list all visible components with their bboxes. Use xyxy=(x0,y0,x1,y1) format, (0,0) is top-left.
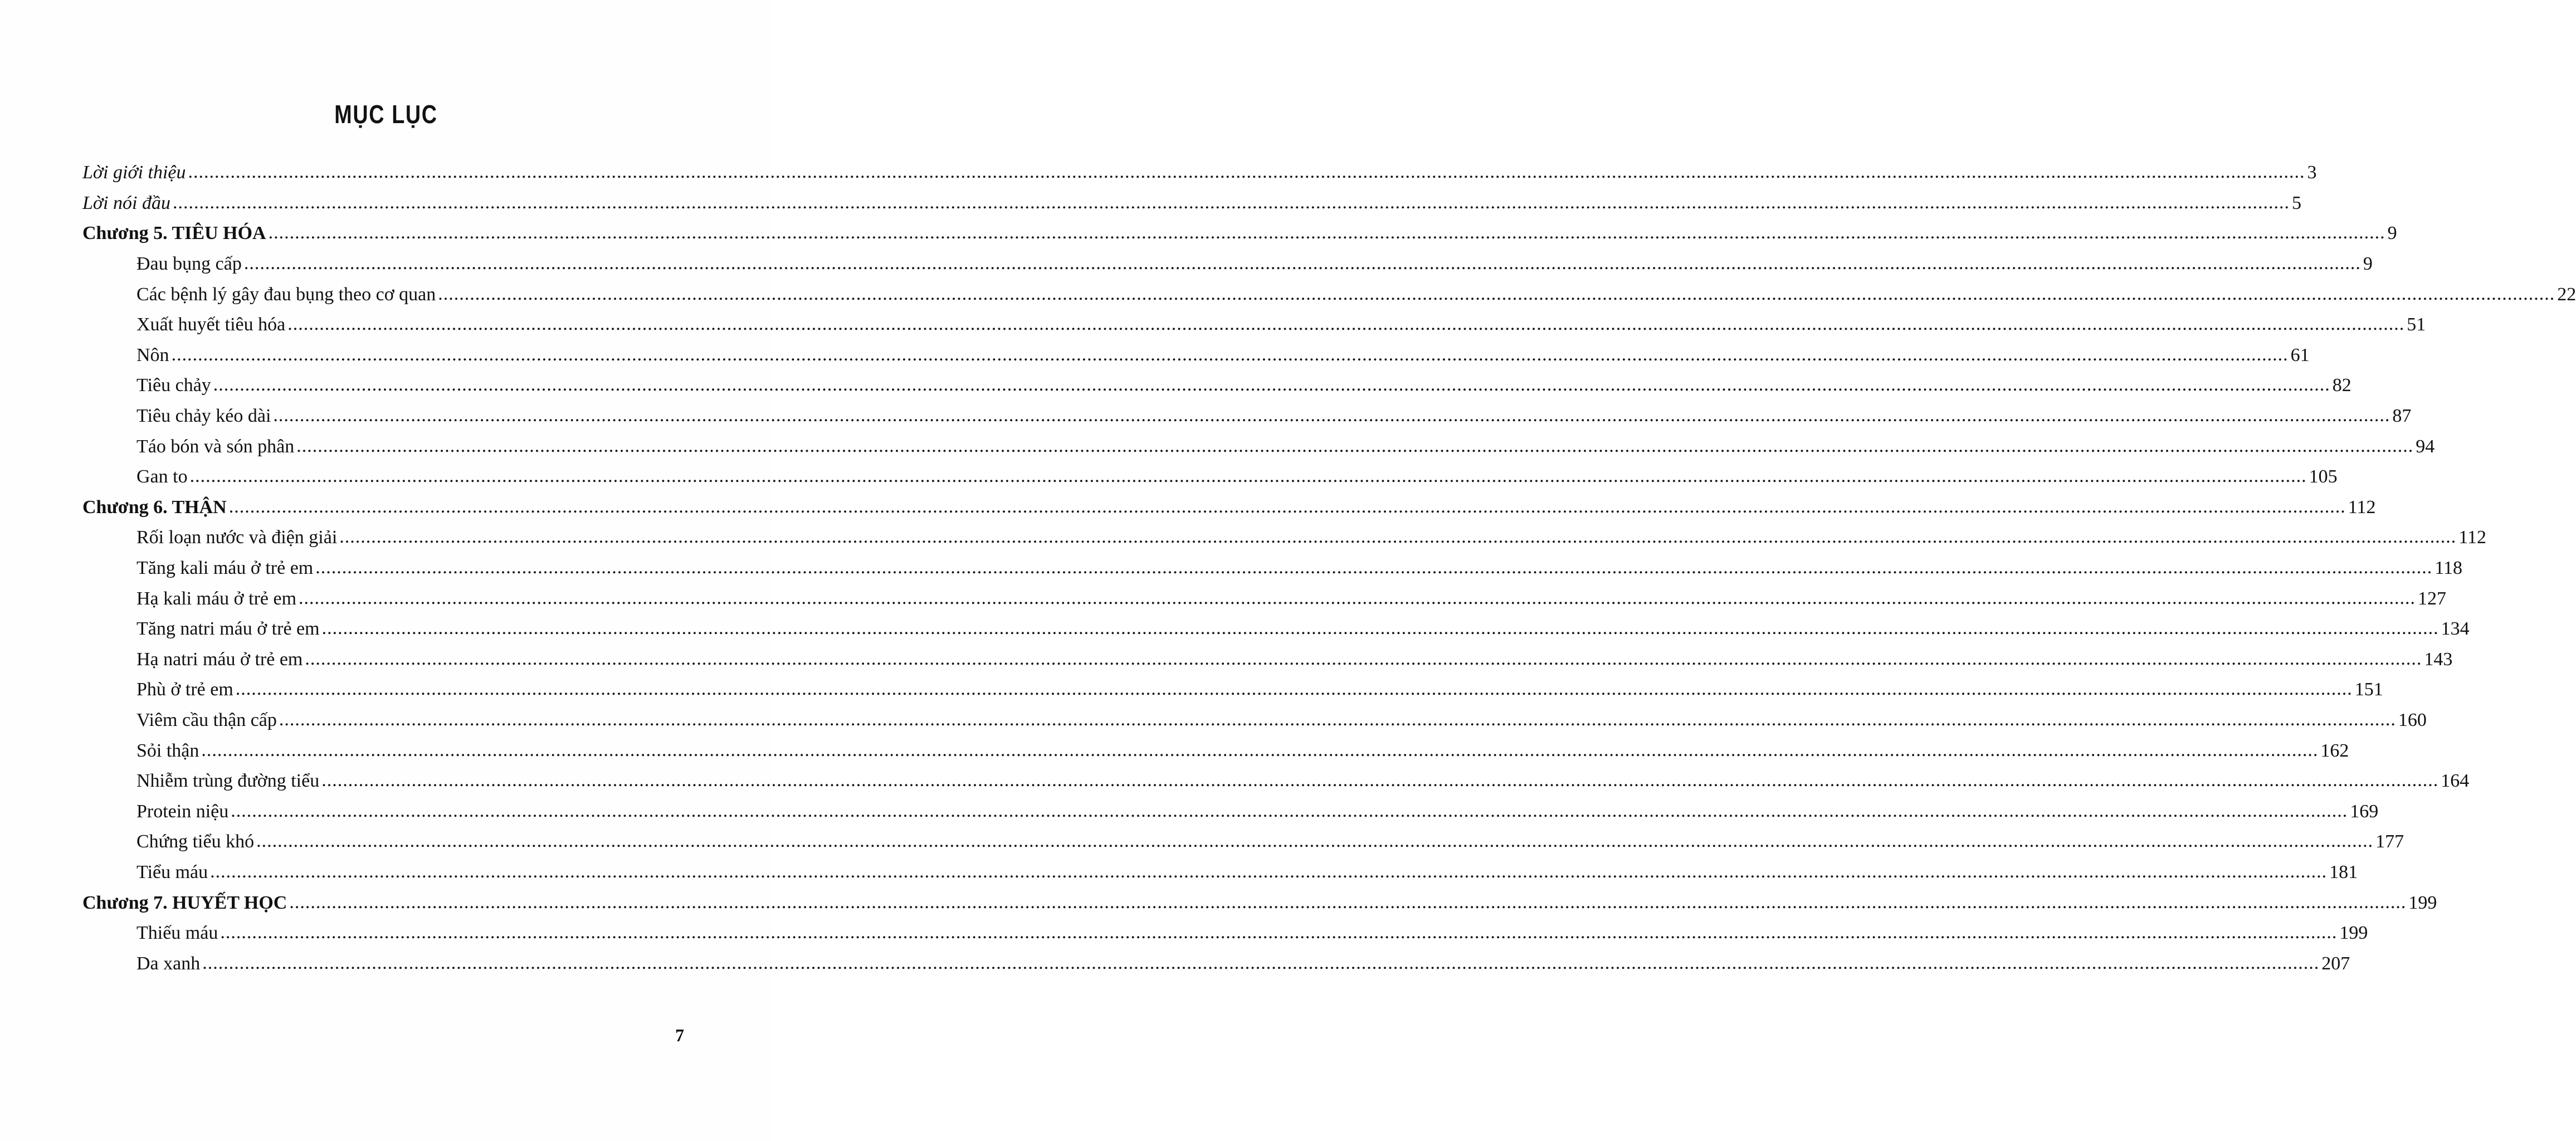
dot-leader: ................................................................................................................................................................................................................................................................................................................................................................................................................ xyxy=(279,709,2396,730)
dot-leader: ................................................................................................................................................................................................................................................................................................................................................................................................................ xyxy=(299,587,2416,608)
toc-entry-title: Protein niệu xyxy=(136,801,229,822)
toc-entry-page: 118 xyxy=(2434,558,2463,579)
dot-leader: ................................................................................................................................................................................................................................................................................................................................................................................................................ xyxy=(289,891,2407,913)
dot-leader: ................................................................................................................................................................................................................................................................................................................................................................................................................ xyxy=(235,679,2353,700)
toc-entry-title: Hạ natri máu ở trẻ em xyxy=(136,648,303,670)
toc-entry-page: 82 xyxy=(2332,375,2351,396)
toc-entry-page: 9 xyxy=(2363,253,2373,275)
toc-entry-page: 177 xyxy=(2375,831,2404,852)
toc-entry-title: Chương 7. HUYẾT HỌC xyxy=(82,892,287,913)
toc-entry-title: Chương 5. TIÊU HÓA xyxy=(82,223,266,244)
dot-leader: ................................................................................................................................................................................................................................................................................................................................................................................................................ xyxy=(202,952,2320,973)
dot-leader: ................................................................................................................................................................................................................................................................................................................................................................................................................ xyxy=(189,466,2307,487)
dot-leader: ................................................................................................................................................................................................................................................................................................................................................................................................................ xyxy=(210,861,2328,882)
toc-entry-title: Hạ kali máu ở trẻ em xyxy=(136,588,297,609)
dot-leader: ................................................................................................................................................................................................................................................................................................................................................................................................................ xyxy=(321,618,2439,639)
toc-entry-title: Viêm cầu thận cấp xyxy=(136,709,277,730)
toc-section-entry xyxy=(0,645,2453,675)
toc-entry-page: 199 xyxy=(2408,892,2437,913)
toc-section-entry xyxy=(0,857,2358,888)
toc-section-entry xyxy=(0,553,2463,584)
toc-entry-title: Gan to xyxy=(136,466,188,487)
toc-section-entry xyxy=(0,431,2435,462)
toc-entry-title: Các bệnh lý gây đau bụng theo cơ quan xyxy=(136,284,436,305)
toc-section-entry xyxy=(0,735,2349,766)
toc-entry-title: Nhiễm trùng đường tiểu xyxy=(136,771,320,792)
toc-entry-page: 160 xyxy=(2398,709,2427,730)
toc-entry-title: Tiêu chảy kéo dài xyxy=(136,406,271,427)
toc-entry-title: Phù ở trẻ em xyxy=(136,679,233,700)
dot-leader: ................................................................................................................................................................................................................................................................................................................................................................................................................ xyxy=(256,831,2374,852)
toc-entry-title: Chứng tiểu khó xyxy=(136,831,255,852)
dot-leader: ................................................................................................................................................................................................................................................................................................................................................................................................................ xyxy=(171,344,2289,365)
toc-section-entry xyxy=(0,340,2310,371)
toc-entry-page: 87 xyxy=(2392,406,2412,427)
toc-entry-page: 162 xyxy=(2320,740,2349,761)
dot-leader: ................................................................................................................................................................................................................................................................................................................................................................................................................ xyxy=(220,922,2338,943)
toc-section-entry xyxy=(0,279,2576,310)
toc-entry-page: 199 xyxy=(2339,923,2368,944)
toc-section-entry xyxy=(0,796,2379,827)
toc-entry-page: 127 xyxy=(2418,588,2447,609)
toc-entry-title: Lời giới thiệu xyxy=(82,162,186,183)
toc-section-entry xyxy=(0,523,2487,553)
toc-entry-page: 143 xyxy=(2424,648,2453,670)
toc-entry-title: Tăng natri máu ở trẻ em xyxy=(136,618,320,640)
toc-entry-page: 181 xyxy=(2329,861,2358,882)
toc-entry-title: Xuất huyết tiêu hóa xyxy=(136,314,286,335)
toc-entry-title: Nôn xyxy=(136,344,169,365)
toc-entry-title: Tiểu máu xyxy=(136,861,208,882)
toc-section-entry xyxy=(0,249,2373,280)
toc-entry-page: 22 xyxy=(2557,284,2576,305)
dot-leader: ................................................................................................................................................................................................................................................................................................................................................................................................................ xyxy=(228,496,2346,517)
toc-section-entry xyxy=(0,675,2383,705)
toc-section-entry xyxy=(0,614,2470,645)
toc-entry-title: Lời nói đầu xyxy=(82,192,170,213)
toc-section-entry xyxy=(0,401,2412,432)
toc-entry-title: Táo bón và són phân xyxy=(136,436,295,457)
toc-entry-page: 3 xyxy=(2307,162,2317,183)
dot-leader: ................................................................................................................................................................................................................................................................................................................................................................................................................ xyxy=(188,162,2305,183)
dot-leader: ................................................................................................................................................................................................................................................................................................................................................................................................................ xyxy=(243,253,2361,274)
toc-front-entry xyxy=(0,188,2301,219)
toc-chapter-entry xyxy=(0,218,2397,249)
toc-entry-page: 151 xyxy=(2354,679,2383,700)
page-title: MỤC LỤC xyxy=(334,100,438,129)
toc-front-entry xyxy=(0,158,2317,188)
dot-leader: ................................................................................................................................................................................................................................................................................................................................................................................................................ xyxy=(201,739,2319,760)
toc-section-entry xyxy=(0,583,2447,614)
toc-section-entry xyxy=(0,827,2404,857)
toc-entry-page: 51 xyxy=(2407,314,2426,335)
toc-entry-page: 112 xyxy=(2458,527,2487,548)
dot-leader: ................................................................................................................................................................................................................................................................................................................................................................................................................ xyxy=(287,314,2405,335)
toc-entry-page: 164 xyxy=(2441,771,2470,792)
toc-entry-page: 112 xyxy=(2348,496,2376,518)
dot-leader: ................................................................................................................................................................................................................................................................................................................................................................................................................ xyxy=(315,557,2433,578)
toc-entry-title: Tăng kali máu ở trẻ em xyxy=(136,558,314,579)
dot-leader: ................................................................................................................................................................................................................................................................................................................................................................................................................ xyxy=(339,526,2457,548)
toc-entry-title: Rối loạn nước và điện giải xyxy=(136,527,338,548)
toc-section-entry xyxy=(0,766,2470,797)
dot-leader: ................................................................................................................................................................................................................................................................................................................................................................................................................ xyxy=(172,192,2290,213)
toc-entry-title: Chương 6. THẬN xyxy=(82,496,227,518)
toc-entry-title: Đau bụng cấp xyxy=(136,253,242,275)
dot-leader: ................................................................................................................................................................................................................................................................................................................................................................................................................ xyxy=(273,405,2390,426)
toc-entry-page: 5 xyxy=(2291,192,2301,213)
dot-leader: ................................................................................................................................................................................................................................................................................................................................................................................................................ xyxy=(305,648,2422,669)
dot-leader: ................................................................................................................................................................................................................................................................................................................................................................................................................ xyxy=(213,374,2330,396)
toc-entry-page: 105 xyxy=(2309,466,2338,487)
toc-entry-title: Tiêu chảy xyxy=(136,375,211,396)
dot-leader: ................................................................................................................................................................................................................................................................................................................................................................................................................ xyxy=(268,222,2385,243)
toc-section-entry xyxy=(0,462,2338,493)
page-number: 7 xyxy=(675,1025,684,1045)
dot-leader: ................................................................................................................................................................................................................................................................................................................................................................................................................ xyxy=(438,283,2555,304)
toc-entry-page: 134 xyxy=(2441,618,2470,640)
toc-section-entry xyxy=(0,705,2427,736)
dot-leader: ................................................................................................................................................................................................................................................................................................................................................................................................................ xyxy=(321,770,2439,791)
toc-chapter-entry xyxy=(0,888,2437,918)
toc-section-entry xyxy=(0,918,2368,949)
dot-leader: ................................................................................................................................................................................................................................................................................................................................................................................................................ xyxy=(296,435,2414,456)
dot-leader: ................................................................................................................................................................................................................................................................................................................................................................................................................ xyxy=(231,800,2348,821)
toc-section-entry xyxy=(0,948,2350,979)
toc-entry-title: Thiếu máu xyxy=(136,923,218,944)
toc-entry-page: 9 xyxy=(2387,223,2397,244)
toc-section-entry xyxy=(0,310,2426,340)
toc-entry-page: 169 xyxy=(2350,801,2379,822)
toc-entry-page: 207 xyxy=(2321,953,2350,974)
toc-entry-title: Da xanh xyxy=(136,953,201,974)
toc-entry-page: 94 xyxy=(2416,436,2435,457)
toc-chapter-entry xyxy=(0,493,2376,523)
toc-entry-page: 61 xyxy=(2290,344,2310,365)
toc-section-entry xyxy=(0,370,2351,401)
table-of-contents xyxy=(0,158,2576,979)
toc-entry-title: Sỏi thận xyxy=(136,740,199,761)
